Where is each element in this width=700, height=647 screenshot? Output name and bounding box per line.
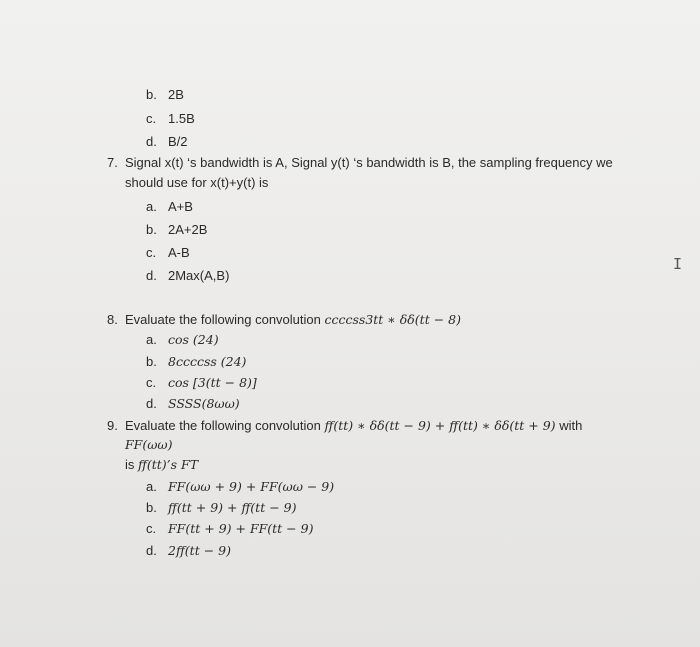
text-cursor-icon: I	[673, 255, 683, 273]
q8-option-c: c. cos [3(tt − 8)]	[146, 375, 257, 390]
q9-option-d: d. 2ff(tt − 9)	[146, 543, 231, 558]
q7-option-c: c. A-B	[146, 245, 190, 260]
q9-question-cont2: is ff(tt)’s FT	[125, 457, 199, 472]
q8-option-b: b. 8ccccss (24)	[146, 354, 247, 369]
q6-option-b: b. 2B	[146, 87, 184, 102]
q8-option-a: a. cos (24)	[146, 332, 219, 347]
q8-option-d: d. SSSS(8ωω)	[146, 396, 240, 411]
q6-option-d: d. B/2	[146, 134, 188, 149]
q9-option-b: b. ff(tt + 9) + ff(tt − 9)	[146, 500, 297, 515]
q7-option-a: a. A+B	[146, 199, 193, 214]
q9-question: 9. Evaluate the following convolution ff(tt) ∗ δδ(tt − 9) + ff(tt) ∗ δδ(tt + 9) with	[107, 418, 583, 433]
q7-question-cont: should use for x(t)+y(t) is	[125, 175, 269, 190]
q9-question-cont: FF(ωω)	[125, 437, 173, 452]
q9-option-a: a. FF(ωω + 9) + FF(ωω − 9)	[146, 479, 335, 494]
q8-question: 8. Evaluate the following convolution ccccss3tt ∗ δδ(tt − 8)	[107, 312, 461, 327]
q9-option-c: c. FF(tt + 9) + FF(tt − 9)	[146, 521, 314, 536]
q6-option-c: c. 1.5B	[146, 111, 195, 126]
q7-option-d: d. 2Max(A,B)	[146, 268, 230, 283]
q7-question: 7. Signal x(t) ‘s bandwidth is A, Signal y(t) ‘s bandwidth is B, the sampling frequency we	[107, 155, 613, 170]
q7-option-b: b. 2A+2B	[146, 222, 208, 237]
